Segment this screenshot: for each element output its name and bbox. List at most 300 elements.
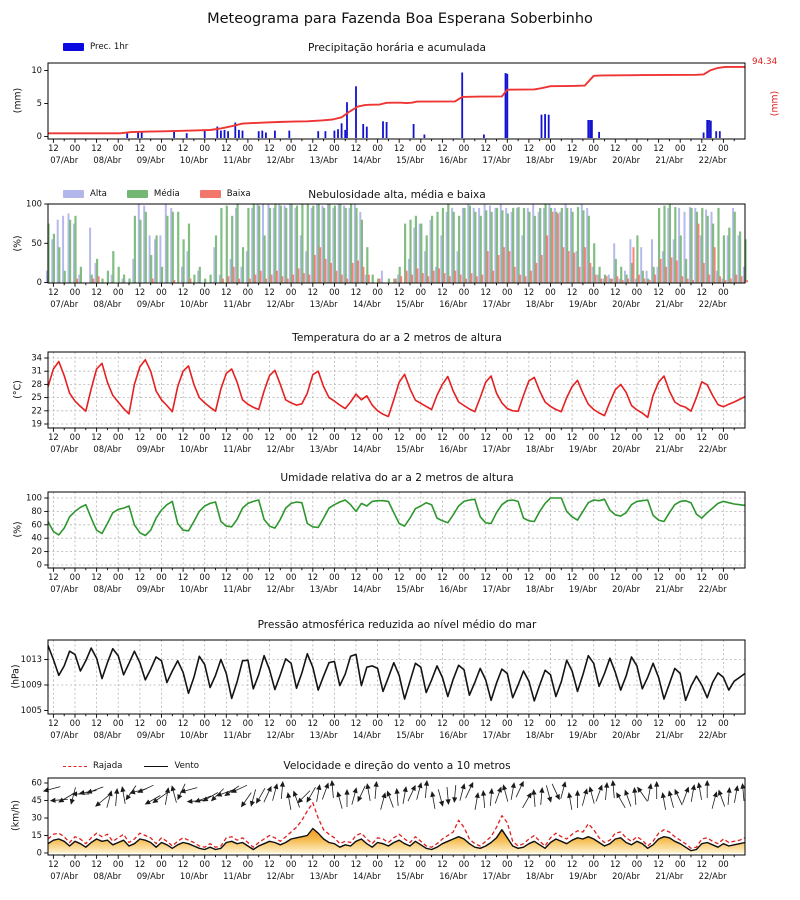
svg-text:20: 20 (31, 546, 42, 557)
svg-text:12/Abr: 12/Abr (266, 871, 295, 881)
svg-text:00: 00 (156, 432, 167, 442)
wind-title: Velocidade e direção do vento a 10 metros (283, 760, 511, 772)
accum-total-label: 94.34 (752, 57, 778, 67)
precipitation-title: Precipitação horária e acumulada (308, 42, 486, 54)
svg-text:12: 12 (350, 718, 362, 728)
svg-text:12: 12 (307, 718, 319, 728)
svg-text:07/Abr: 07/Abr (50, 730, 79, 740)
svg-text:12: 12 (480, 143, 492, 153)
svg-text:00: 00 (112, 718, 124, 728)
svg-text:40: 40 (31, 532, 42, 543)
svg-text:20/Abr: 20/Abr (612, 444, 641, 454)
page-title: Meteograma para Fazenda Boa Esperana Soberbinho (207, 11, 593, 27)
svg-text:12: 12 (566, 432, 578, 442)
svg-text:19/Abr: 19/Abr (568, 584, 597, 594)
svg-text:10: 10 (31, 65, 42, 75)
svg-text:00: 00 (285, 143, 297, 153)
svg-text:12: 12 (307, 432, 319, 442)
svg-text:12: 12 (566, 572, 578, 582)
svg-text:12: 12 (264, 572, 275, 582)
svg-text:00: 00 (718, 287, 729, 297)
svg-text:12: 12 (523, 718, 535, 728)
svg-text:18/Abr: 18/Abr (525, 444, 554, 454)
svg-text:12/Abr: 12/Abr (266, 730, 295, 740)
svg-text:12: 12 (480, 859, 492, 869)
svg-text:00: 00 (199, 432, 211, 442)
svg-text:12: 12 (91, 572, 102, 582)
svg-text:12: 12 (566, 718, 578, 728)
svg-text:14/Abr: 14/Abr (352, 444, 381, 454)
svg-text:07/Abr: 07/Abr (50, 155, 79, 165)
svg-text:12: 12 (307, 287, 319, 297)
svg-text:12: 12 (48, 859, 59, 869)
svg-text:00: 00 (501, 718, 513, 728)
svg-text:18/Abr: 18/Abr (525, 730, 554, 740)
svg-text:12: 12 (696, 432, 708, 442)
svg-text:07/Abr: 07/Abr (50, 444, 79, 454)
svg-text:00: 00 (415, 143, 427, 153)
svg-text:16/Abr: 16/Abr (439, 155, 468, 165)
svg-text:18/Abr: 18/Abr (525, 584, 554, 594)
svg-text:13/Abr: 13/Abr (309, 299, 338, 309)
svg-text:08/Abr: 08/Abr (93, 584, 122, 594)
svg-text:12: 12 (609, 572, 621, 582)
svg-text:09/Abr: 09/Abr (136, 155, 165, 165)
svg-text:08/Abr: 08/Abr (93, 444, 122, 454)
svg-text:12: 12 (480, 718, 492, 728)
svg-text:0: 0 (36, 559, 42, 570)
svg-text:00: 00 (156, 143, 167, 153)
svg-text:0: 0 (36, 131, 42, 141)
svg-text:12: 12 (609, 718, 621, 728)
svg-text:00: 00 (242, 287, 254, 297)
svg-text:13/Abr: 13/Abr (309, 584, 338, 594)
svg-text:00: 00 (458, 432, 470, 442)
svg-text:20/Abr: 20/Abr (612, 155, 641, 165)
svg-text:22/Abr: 22/Abr (698, 155, 727, 165)
svg-text:12: 12 (437, 432, 448, 442)
svg-text:20/Abr: 20/Abr (612, 299, 641, 309)
svg-text:19/Abr: 19/Abr (568, 871, 597, 881)
svg-text:12: 12 (393, 718, 405, 728)
svg-text:12: 12 (696, 287, 708, 297)
svg-text:00: 00 (285, 718, 297, 728)
svg-text:12: 12 (437, 718, 448, 728)
svg-text:22: 22 (31, 405, 42, 416)
svg-text:00: 00 (631, 859, 643, 869)
svg-text:00: 00 (458, 859, 470, 869)
svg-text:00: 00 (372, 572, 383, 582)
svg-text:12: 12 (480, 572, 492, 582)
svg-text:00: 00 (588, 718, 600, 728)
svg-text:100: 100 (26, 492, 42, 503)
svg-text:15/Abr: 15/Abr (396, 155, 424, 165)
svg-text:00: 00 (588, 143, 600, 153)
svg-text:30: 30 (31, 812, 42, 823)
svg-text:12: 12 (177, 287, 189, 297)
svg-text:15: 15 (31, 830, 42, 840)
svg-text:12/Abr: 12/Abr (266, 155, 295, 165)
svg-text:10/Abr: 10/Abr (179, 730, 208, 740)
svg-text:31: 31 (31, 365, 42, 376)
svg-text:00: 00 (631, 432, 643, 442)
svg-text:00: 00 (329, 287, 340, 297)
svg-text:00: 00 (112, 143, 124, 153)
svg-text:22/Abr: 22/Abr (698, 871, 727, 881)
humidity-ylabel: (%) (12, 521, 24, 538)
svg-text:12: 12 (653, 859, 664, 869)
svg-text:17/Abr: 17/Abr (482, 155, 511, 165)
svg-text:60: 60 (31, 519, 42, 530)
svg-text:00: 00 (199, 718, 211, 728)
svg-text:22/Abr: 22/Abr (698, 730, 727, 740)
svg-text:12: 12 (523, 572, 535, 582)
svg-text:19/Abr: 19/Abr (568, 299, 597, 309)
svg-text:12: 12 (177, 859, 189, 869)
svg-text:00: 00 (501, 572, 513, 582)
svg-text:12: 12 (91, 859, 102, 869)
svg-text:25: 25 (31, 392, 42, 403)
svg-text:00: 00 (285, 287, 297, 297)
svg-text:00: 00 (329, 143, 340, 153)
svg-text:0: 0 (36, 847, 42, 858)
svg-text:00: 00 (588, 432, 600, 442)
svg-text:10/Abr: 10/Abr (179, 155, 208, 165)
svg-text:16/Abr: 16/Abr (439, 299, 468, 309)
svg-text:21/Abr: 21/Abr (655, 584, 684, 594)
svg-text:00: 00 (588, 287, 600, 297)
pressure-title: Pressão atmosférica reduzida ao nível médio do mar (257, 619, 537, 631)
svg-text:12/Abr: 12/Abr (266, 444, 295, 454)
svg-text:00: 00 (372, 143, 383, 153)
svg-text:19/Abr: 19/Abr (568, 155, 597, 165)
svg-text:12: 12 (220, 859, 232, 869)
svg-text:09/Abr: 09/Abr (136, 730, 165, 740)
svg-text:12: 12 (307, 572, 319, 582)
svg-text:12: 12 (350, 859, 362, 869)
svg-text:12: 12 (566, 859, 578, 869)
svg-text:21/Abr: 21/Abr (655, 730, 684, 740)
svg-text:12: 12 (609, 287, 621, 297)
svg-text:00: 00 (242, 572, 254, 582)
svg-text:00: 00 (112, 572, 124, 582)
svg-text:12: 12 (393, 572, 405, 582)
svg-text:19: 19 (31, 418, 42, 429)
svg-text:12: 12 (566, 143, 578, 153)
svg-text:00: 00 (631, 572, 643, 582)
svg-text:00: 00 (242, 143, 254, 153)
svg-text:12/Abr: 12/Abr (266, 584, 295, 594)
svg-text:12: 12 (566, 287, 578, 297)
svg-text:10/Abr: 10/Abr (179, 444, 208, 454)
svg-text:11/Abr: 11/Abr (223, 871, 252, 881)
svg-text:12: 12 (696, 572, 708, 582)
svg-text:00: 00 (242, 432, 254, 442)
svg-text:10/Abr: 10/Abr (179, 584, 208, 594)
svg-text:11/Abr: 11/Abr (223, 299, 252, 309)
svg-text:1005: 1005 (20, 705, 42, 715)
svg-text:00: 00 (415, 859, 427, 869)
svg-text:17/Abr: 17/Abr (482, 730, 511, 740)
svg-text:00: 00 (545, 572, 556, 582)
svg-text:17/Abr: 17/Abr (482, 871, 511, 881)
svg-text:12: 12 (134, 432, 146, 442)
svg-text:12: 12 (350, 143, 362, 153)
svg-text:00: 00 (156, 287, 167, 297)
svg-text:17/Abr: 17/Abr (482, 444, 511, 454)
svg-text:12: 12 (48, 432, 59, 442)
svg-text:12/Abr: 12/Abr (266, 299, 295, 309)
svg-text:00: 00 (156, 718, 167, 728)
svg-text:00: 00 (674, 718, 686, 728)
svg-text:12: 12 (264, 287, 275, 297)
svg-text:00: 00 (718, 143, 729, 153)
svg-text:18/Abr: 18/Abr (525, 155, 554, 165)
svg-text:12: 12 (134, 143, 146, 153)
svg-text:00: 00 (69, 718, 81, 728)
accum-right-ylabel: (mm) (769, 90, 781, 117)
svg-text:00: 00 (458, 143, 470, 153)
svg-text:00: 00 (631, 143, 643, 153)
svg-text:00: 00 (501, 432, 513, 442)
svg-text:12: 12 (653, 287, 664, 297)
svg-text:16/Abr: 16/Abr (439, 584, 468, 594)
svg-text:00: 00 (415, 572, 427, 582)
svg-text:12: 12 (307, 859, 319, 869)
svg-text:45: 45 (31, 795, 42, 805)
svg-text:12: 12 (653, 572, 664, 582)
svg-text:09/Abr: 09/Abr (136, 584, 165, 594)
svg-text:12: 12 (177, 432, 189, 442)
svg-text:00: 00 (501, 143, 513, 153)
svg-text:00: 00 (112, 859, 124, 869)
svg-text:00: 00 (545, 287, 556, 297)
pressure-ylabel: (hPa) (10, 664, 22, 689)
svg-text:00: 00 (285, 432, 297, 442)
svg-text:17/Abr: 17/Abr (482, 299, 511, 309)
svg-text:13/Abr: 13/Abr (309, 444, 338, 454)
svg-text:12: 12 (393, 143, 405, 153)
svg-text:00: 00 (329, 432, 340, 442)
svg-text:00: 00 (69, 143, 81, 153)
svg-text:12: 12 (91, 718, 102, 728)
svg-text:00: 00 (674, 287, 686, 297)
cloudiness-title: Nebulosidade alta, média e baixa (308, 189, 486, 201)
svg-text:12: 12 (350, 572, 362, 582)
svg-text:00: 00 (372, 287, 383, 297)
svg-text:12: 12 (609, 143, 621, 153)
svg-text:12: 12 (480, 432, 492, 442)
svg-text:15/Abr: 15/Abr (396, 299, 424, 309)
svg-text:00: 00 (69, 859, 81, 869)
svg-text:10/Abr: 10/Abr (179, 299, 208, 309)
svg-text:00: 00 (718, 859, 729, 869)
svg-text:00: 00 (329, 718, 340, 728)
svg-text:08/Abr: 08/Abr (93, 155, 122, 165)
svg-text:00: 00 (674, 432, 686, 442)
svg-text:08/Abr: 08/Abr (93, 730, 122, 740)
svg-text:00: 00 (415, 432, 427, 442)
svg-text:00: 00 (69, 287, 81, 297)
svg-text:14/Abr: 14/Abr (352, 584, 381, 594)
svg-text:12: 12 (523, 432, 535, 442)
svg-text:07/Abr: 07/Abr (50, 584, 79, 594)
svg-text:12: 12 (609, 859, 621, 869)
svg-text:20/Abr: 20/Abr (612, 871, 641, 881)
cloudiness-ylabel: (%) (12, 235, 24, 252)
svg-text:15/Abr: 15/Abr (396, 871, 424, 881)
svg-text:12: 12 (393, 287, 405, 297)
svg-text:20/Abr: 20/Abr (612, 584, 641, 594)
svg-text:00: 00 (631, 287, 643, 297)
svg-text:12: 12 (696, 859, 708, 869)
svg-text:12: 12 (696, 143, 708, 153)
svg-text:50: 50 (31, 237, 42, 248)
svg-text:00: 00 (458, 287, 470, 297)
vento-label: Vento (174, 761, 200, 771)
svg-text:00: 00 (156, 572, 167, 582)
svg-text:12: 12 (177, 143, 189, 153)
svg-text:12: 12 (653, 718, 664, 728)
precipitation-ylabel: (mm) (12, 87, 24, 114)
svg-text:12: 12 (437, 143, 448, 153)
svg-text:19/Abr: 19/Abr (568, 730, 597, 740)
svg-text:12: 12 (220, 432, 232, 442)
svg-text:00: 00 (112, 432, 124, 442)
humidity-title: Umidade relativa do ar a 2 metros de altura (280, 472, 514, 484)
svg-text:12: 12 (48, 287, 59, 297)
svg-text:0: 0 (36, 277, 42, 287)
svg-text:21/Abr: 21/Abr (655, 871, 684, 881)
alta-label: Alta (90, 189, 107, 199)
svg-text:12: 12 (134, 287, 146, 297)
svg-text:12: 12 (696, 718, 708, 728)
svg-text:12: 12 (91, 143, 102, 153)
svg-text:21/Abr: 21/Abr (655, 155, 684, 165)
svg-text:08/Abr: 08/Abr (93, 871, 122, 881)
svg-text:12: 12 (437, 572, 448, 582)
svg-text:00: 00 (674, 572, 686, 582)
svg-text:15/Abr: 15/Abr (396, 444, 424, 454)
svg-text:12: 12 (264, 143, 275, 153)
svg-text:12: 12 (48, 143, 59, 153)
svg-text:00: 00 (415, 718, 427, 728)
svg-text:12: 12 (134, 859, 146, 869)
svg-text:11/Abr: 11/Abr (223, 444, 252, 454)
svg-text:00: 00 (718, 432, 729, 442)
temperature-ylabel: (°C) (12, 380, 24, 399)
svg-text:12: 12 (307, 143, 319, 153)
svg-text:20/Abr: 20/Abr (612, 730, 641, 740)
svg-text:18/Abr: 18/Abr (525, 871, 554, 881)
svg-text:00: 00 (372, 859, 383, 869)
svg-text:1009: 1009 (20, 679, 42, 690)
svg-text:12: 12 (393, 432, 405, 442)
svg-text:16/Abr: 16/Abr (439, 444, 468, 454)
svg-text:17/Abr: 17/Abr (482, 584, 511, 594)
svg-text:28: 28 (31, 378, 42, 389)
rajada-label: Rajada (93, 761, 123, 771)
svg-text:00: 00 (588, 859, 600, 869)
svg-text:21/Abr: 21/Abr (655, 444, 684, 454)
svg-text:12: 12 (350, 432, 362, 442)
svg-text:00: 00 (329, 859, 340, 869)
svg-text:16/Abr: 16/Abr (439, 871, 468, 881)
svg-text:09/Abr: 09/Abr (136, 444, 165, 454)
svg-text:11/Abr: 11/Abr (223, 730, 252, 740)
svg-text:13/Abr: 13/Abr (309, 155, 338, 165)
svg-text:12: 12 (264, 718, 275, 728)
svg-text:12: 12 (264, 432, 275, 442)
prec1hr-label: Prec. 1hr (90, 42, 129, 52)
svg-text:11/Abr: 11/Abr (223, 584, 252, 594)
svg-text:13/Abr: 13/Abr (309, 871, 338, 881)
svg-text:16/Abr: 16/Abr (439, 730, 468, 740)
baixa-label: Baixa (226, 189, 251, 199)
svg-text:21/Abr: 21/Abr (655, 299, 684, 309)
svg-text:00: 00 (588, 572, 600, 582)
svg-text:12: 12 (177, 718, 189, 728)
svg-text:5: 5 (36, 98, 42, 108)
temperature-title: Temperatura do ar a 2 metros de altura (292, 332, 502, 344)
svg-text:00: 00 (458, 718, 470, 728)
svg-text:100: 100 (26, 198, 42, 209)
svg-text:12: 12 (220, 572, 232, 582)
svg-text:14/Abr: 14/Abr (352, 730, 381, 740)
svg-text:00: 00 (501, 287, 513, 297)
svg-text:09/Abr: 09/Abr (136, 299, 165, 309)
svg-text:11/Abr: 11/Abr (223, 155, 252, 165)
svg-text:12: 12 (437, 287, 448, 297)
svg-text:22/Abr: 22/Abr (698, 444, 727, 454)
svg-text:00: 00 (372, 432, 383, 442)
svg-text:00: 00 (631, 718, 643, 728)
svg-text:15/Abr: 15/Abr (396, 730, 424, 740)
svg-text:12: 12 (523, 143, 535, 153)
svg-text:12: 12 (653, 143, 664, 153)
svg-text:12: 12 (350, 287, 362, 297)
svg-text:34: 34 (31, 352, 42, 363)
wind-ylabel: (km/h) (10, 800, 22, 831)
svg-text:12: 12 (48, 718, 59, 728)
svg-text:12: 12 (480, 287, 492, 297)
svg-text:00: 00 (372, 718, 383, 728)
svg-text:12: 12 (220, 287, 232, 297)
svg-text:00: 00 (501, 859, 513, 869)
svg-text:12: 12 (264, 859, 275, 869)
svg-text:00: 00 (242, 718, 254, 728)
svg-text:00: 00 (69, 572, 81, 582)
svg-text:13/Abr: 13/Abr (309, 730, 338, 740)
svg-text:12: 12 (91, 432, 102, 442)
svg-text:22/Abr: 22/Abr (698, 584, 727, 594)
svg-text:00: 00 (156, 859, 167, 869)
svg-text:00: 00 (674, 859, 686, 869)
svg-text:00: 00 (545, 143, 556, 153)
svg-text:00: 00 (199, 287, 211, 297)
svg-text:00: 00 (112, 287, 124, 297)
svg-text:12: 12 (523, 859, 535, 869)
svg-text:10/Abr: 10/Abr (179, 871, 208, 881)
svg-text:00: 00 (718, 718, 729, 728)
svg-text:1013: 1013 (20, 654, 42, 664)
svg-text:08/Abr: 08/Abr (93, 299, 122, 309)
svg-text:12: 12 (393, 859, 405, 869)
svg-text:00: 00 (458, 572, 470, 582)
svg-text:12: 12 (653, 432, 664, 442)
svg-text:07/Abr: 07/Abr (50, 299, 79, 309)
svg-text:18/Abr: 18/Abr (525, 299, 554, 309)
